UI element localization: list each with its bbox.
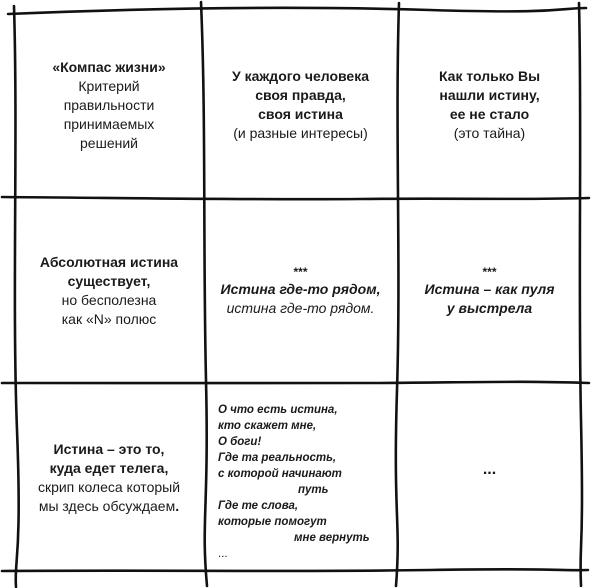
cart-line-4-text: мы здесь обсуждаем — [38, 497, 176, 514]
poem-line-8: которые помогут — [218, 516, 327, 528]
poem-line-7: Где те слова, — [218, 500, 299, 512]
cart-line-4-period: . — [175, 497, 180, 514]
own-truth-line-3: своя истина — [258, 106, 343, 122]
absolute-line-1: Абсолютная истина — [39, 254, 179, 270]
compass-line-4: решений — [80, 134, 138, 151]
compass-line-3: принимаемых — [63, 115, 155, 132]
cell-own-truth — [203, 12, 398, 198]
cell-truth-vanished — [399, 12, 580, 198]
bullet-stars: *** — [482, 264, 497, 279]
poem-line-5: с которой начинают — [218, 468, 342, 480]
cart-line-1: Истина – это то, — [53, 440, 165, 457]
nearby-stars: *** — [293, 264, 308, 279]
cart-line-4 — [39, 497, 179, 516]
cell-truth-nearby — [203, 199, 398, 383]
poem-line-1: О что есть истина, — [218, 404, 338, 416]
poem-line-3: О боги! — [218, 436, 262, 448]
poem-line-4: Где та реальность, — [218, 452, 337, 464]
nearby-bold-line: Истина где-то рядом, — [220, 280, 381, 297]
cart-line-3: скрип колеса который — [37, 478, 181, 495]
compass-line-1: Критерий — [78, 77, 140, 94]
cell-ellipsis — [399, 384, 580, 554]
cell-cart-truth — [16, 384, 202, 571]
absolute-line-4: как «N» полюс — [61, 311, 157, 327]
own-truth-line-2: своя правда, — [255, 87, 346, 103]
absolute-line-2: существует, — [67, 273, 151, 289]
ellipsis-text: ... — [482, 460, 497, 478]
cell-poem — [218, 402, 393, 562]
bullet-line-2: у выстрела — [446, 299, 533, 316]
absolute-line-3: но бесполезна — [61, 292, 157, 308]
cell-truth-bullet — [399, 199, 580, 383]
poem-line-6: путь — [298, 484, 329, 496]
cart-line-2: куда едет телега, — [49, 459, 169, 476]
own-truth-line-1: У каждого человека — [231, 68, 370, 84]
own-truth-note: (и разные интересы) — [233, 125, 368, 141]
vanished-line-1: Как только Вы — [438, 68, 541, 84]
compass-line-2: правильности — [63, 96, 155, 113]
vanished-note: (это тайна) — [453, 125, 526, 141]
poem-ellipsis: ... — [218, 548, 228, 560]
poem-line-2: кто скажет мне, — [218, 420, 317, 432]
nearby-italic-line: истина где-то рядом. — [226, 299, 375, 316]
cell-compass-of-life — [16, 12, 202, 198]
poem-line-9: мне вернуть — [294, 532, 370, 544]
compass-title: «Компас жизни» — [52, 58, 166, 75]
vanished-line-3: ее не стало — [449, 106, 530, 122]
bullet-line-1: Истина – как пуля — [424, 280, 555, 297]
cell-absolute-truth — [16, 199, 202, 383]
vanished-line-2: нашли истину, — [439, 87, 540, 103]
